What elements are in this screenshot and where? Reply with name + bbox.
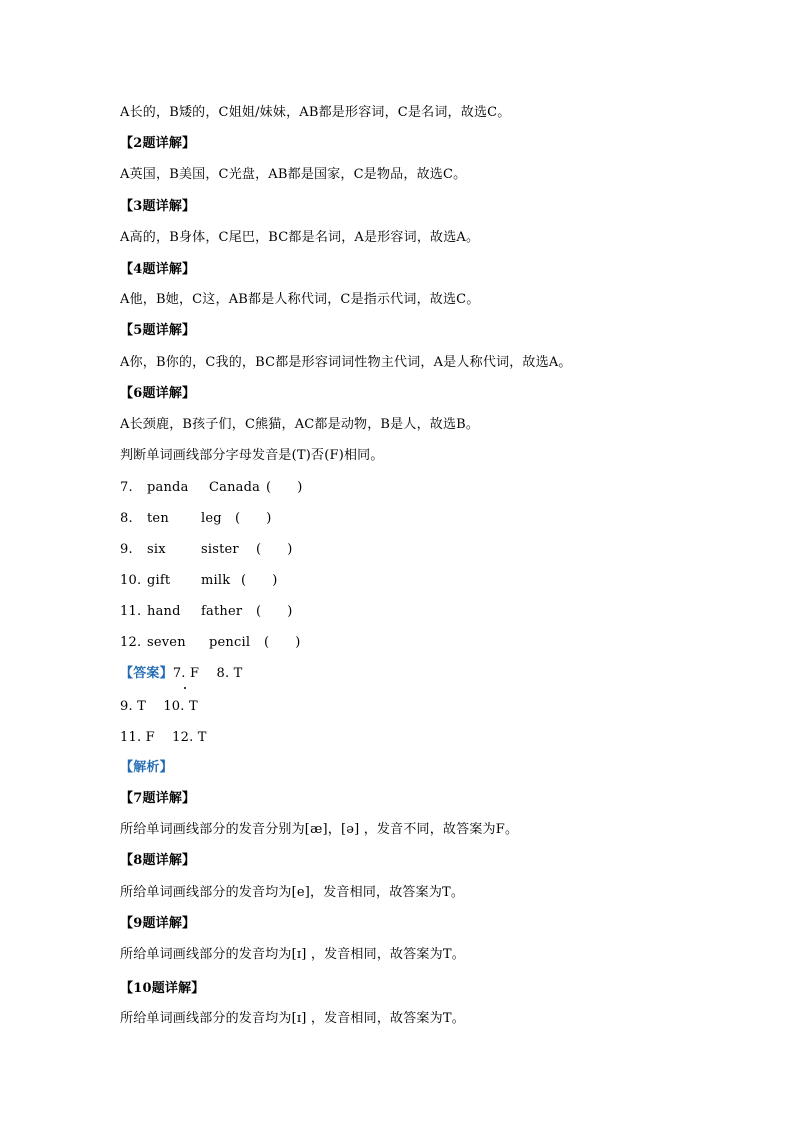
instruction-line: 判断单词画线部分字母发音是(T)否(F)相同。 [120, 448, 384, 463]
question-word: leg [201, 511, 222, 526]
answer-blank: ( ) [241, 573, 278, 588]
answer-row: 9. T 10. T [120, 699, 198, 714]
section-heading: 【4题详解】 [120, 262, 196, 277]
question-number: 12. [120, 635, 142, 650]
section-heading: 【2题详解】 [120, 136, 196, 151]
answer-label: 【答案】 [120, 666, 173, 681]
question-row [120, 479, 303, 497]
section-heading: 【7题详解】 [120, 791, 196, 806]
text-line: 所给单词画线部分的发音均为[e]，发音相同，故答案为T。 [120, 885, 465, 900]
answer-blank: ( ) [235, 511, 272, 526]
question-word: father [201, 604, 243, 619]
analysis-label: 【解析】 [120, 760, 173, 775]
section-heading: 【8题详解】 [120, 853, 196, 868]
text-line: 所给单词画线部分的发音均为[ɪ] ，发音相同，故答案为T。 [120, 947, 465, 962]
text-line: A长的，B矮的，C姐姐/妹妹，AB都是形容词，C是名词，故选C。 [120, 105, 511, 120]
text-line: A高的，B身体，C尾巴，BC都是名词，A是形容词，故选A。 [120, 230, 480, 245]
section-heading: 【3题详解】 [120, 199, 196, 214]
answer-blank: ( ) [256, 542, 293, 557]
question-row [120, 603, 293, 621]
emphasis-dot [184, 687, 186, 689]
question-word: gift [147, 573, 171, 588]
question-number: 10. [120, 573, 142, 588]
answer-text: 7. F 8. T [172, 666, 243, 681]
question-word: seven [147, 635, 186, 650]
question-row [120, 572, 278, 590]
question-number: 8. [120, 511, 133, 526]
answer-row [120, 665, 243, 683]
text-line: A英国，B美国，C光盘，AB都是国家，C是物品，故选C。 [120, 167, 467, 182]
text-line: A你，B你的，C我的，BC都是形容词词性物主代词，A是人称代词，故选A。 [120, 355, 572, 370]
text-line: A长颈鹿，B孩子们，C熊猫，AC都是动物，B是人，故选B。 [120, 417, 480, 432]
question-word: ten [147, 511, 169, 526]
text-line: 所给单词画线部分的发音分别为[æ]，[ə] ，发音不同，故答案为F。 [120, 822, 519, 837]
answer-blank: ( ) [266, 480, 303, 495]
question-row [120, 510, 272, 528]
section-heading: 【5题详解】 [120, 323, 196, 338]
text-line: A他，B她，C这，AB都是人称代词，C是指示代词，故选C。 [120, 292, 480, 307]
answer-blank: ( ) [264, 635, 301, 650]
answer-row: 11. F 12. T [120, 730, 207, 745]
question-word: milk [201, 573, 231, 588]
question-word: Canada [209, 480, 261, 495]
question-word: six [147, 542, 166, 557]
section-heading: 【10题详解】 [120, 981, 205, 996]
text-line: 所给单词画线部分的发音均为[ɪ] ，发音相同，故答案为T。 [120, 1011, 465, 1026]
question-word: pencil [209, 635, 251, 650]
question-word: panda [147, 480, 189, 495]
question-word: sister [201, 542, 239, 557]
section-heading: 【6题详解】 [120, 386, 196, 401]
question-row [120, 634, 301, 652]
answer-blank: ( ) [256, 604, 293, 619]
question-number: 9. [120, 542, 133, 557]
question-number: 11. [120, 604, 142, 619]
question-word: hand [147, 604, 181, 619]
question-number: 7. [120, 480, 133, 495]
section-heading: 【9题详解】 [120, 916, 196, 931]
question-row [120, 541, 293, 559]
